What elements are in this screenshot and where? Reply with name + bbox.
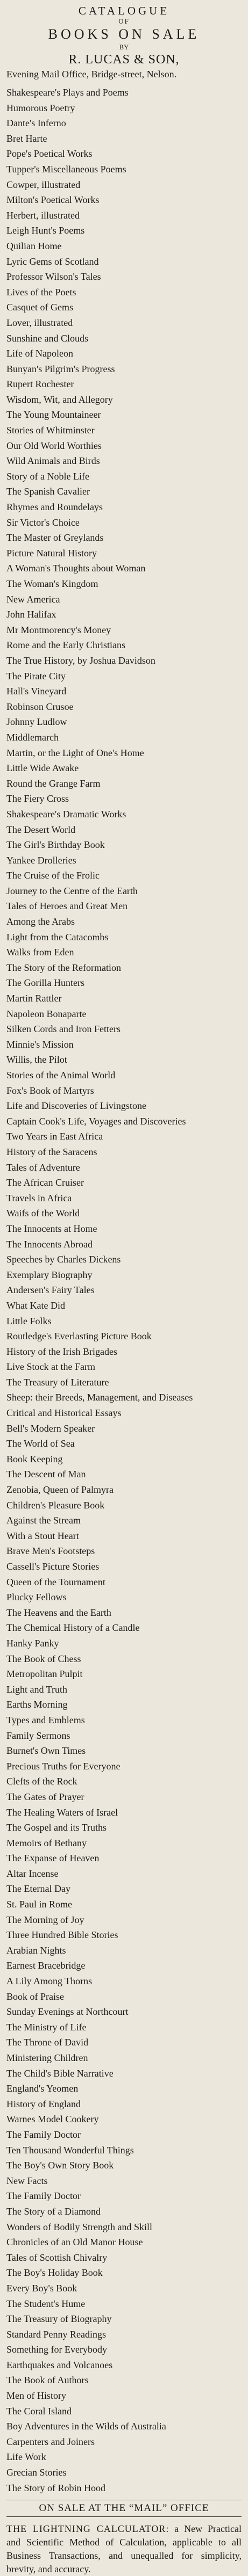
book-title: Dante's Inferno xyxy=(6,118,66,129)
book-title: Journey to the Centre of the Earth xyxy=(6,885,138,896)
book-title: Two Years in East Africa xyxy=(6,1131,103,1142)
book-title: The Throne of David xyxy=(6,2037,89,2048)
book-title: The Story of Robin Hood xyxy=(6,2482,105,2493)
book-title: Arabian Nights xyxy=(6,1944,66,1956)
book-title: The Innocents Abroad xyxy=(6,1238,93,1250)
book-title: Grecian Stories xyxy=(6,2467,67,2478)
book-title: The Gorilla Hunters xyxy=(6,977,84,989)
book-title: Precious Truths for Everyone xyxy=(6,1760,121,1772)
book-title: Lyric Gems of Scotland xyxy=(6,256,99,267)
book-title: A Woman's Thoughts about Woman xyxy=(6,563,146,574)
book-title: The Master of Greylands xyxy=(6,532,104,543)
book-title: Brave Men's Footsteps xyxy=(6,1545,95,1557)
advertisement-lead: THE LIGHTNING CALCULATOR: xyxy=(6,2523,169,2535)
book-title: Milton's Poetical Works xyxy=(6,194,100,206)
book-title: The Book of Chess xyxy=(6,1653,81,1664)
book-title: Speeches by Charles Dickens xyxy=(6,1254,121,1265)
book-title: Types and Emblems xyxy=(6,1714,85,1725)
book-title: Little Wide Awake xyxy=(6,763,79,774)
book-title: Cowper, illustrated xyxy=(6,179,81,190)
by-line: BY xyxy=(119,43,129,51)
book-title: Robinson Crusoe xyxy=(6,701,74,712)
book-title: Bunyan's Pilgrim's Progress xyxy=(6,363,115,374)
book-title: Carpenters and Joiners xyxy=(6,2436,95,2447)
book-title: Sheep: their Breeds, Management, and Diseases xyxy=(6,1392,193,1403)
book-title: The African Cruiser xyxy=(6,1177,84,1188)
book-title: Tales of Adventure xyxy=(6,1162,80,1173)
book-title: Life Work xyxy=(6,2451,46,2463)
on-sale-heading: ON SALE AT THE “MAIL” OFFICE xyxy=(39,2502,209,2514)
book-title: The Spanish Cavalier xyxy=(6,486,90,497)
book-title: England's Yeomen xyxy=(6,2083,79,2094)
calculator-advertisement xyxy=(6,2522,242,2576)
book-title: Book of Praise xyxy=(6,1991,64,2002)
book-title: The Student's Hume xyxy=(6,2298,86,2309)
book-title: Ministering Children xyxy=(6,2052,88,2063)
book-title: Every Boy's Book xyxy=(6,2282,77,2294)
book-title: The Cruise of the Frolic xyxy=(6,870,100,881)
book-title: Walks from Eden xyxy=(6,947,74,958)
book-title: Plucky Fellows xyxy=(6,1592,67,1603)
book-title: Queen of the Tournament xyxy=(6,1576,105,1587)
book-title: New Facts xyxy=(6,2175,48,2186)
book-title: John Halifax xyxy=(6,609,56,620)
book-title: The Story of the Reformation xyxy=(6,962,121,973)
book-title: Children's Pleasure Book xyxy=(6,1499,105,1511)
book-title: What Kate Did xyxy=(6,1300,65,1311)
book-title: The Treasury of Literature xyxy=(6,1376,109,1388)
book-title: Warnes Model Cookery xyxy=(6,2114,99,2125)
book-title: Exemplary Biography xyxy=(6,1269,93,1280)
book-title: Picture Natural History xyxy=(6,547,97,558)
book-title: Boy Adventures in the Wilds of Australia xyxy=(6,2421,166,2432)
book-list xyxy=(6,85,242,2495)
book-title: Sunday Evenings at Northcourt xyxy=(6,2006,129,2018)
book-title: Family Sermons xyxy=(6,1730,70,1741)
book-title: Tales of Scottish Chivalry xyxy=(6,2252,108,2263)
book-title: Andersen's Fairy Tales xyxy=(6,1285,95,1296)
book-title: The Pirate City xyxy=(6,670,66,681)
book-title: The Ministry of Life xyxy=(6,2021,87,2033)
book-title: The Young Mountaineer xyxy=(6,409,101,420)
book-title: With a Stout Heart xyxy=(6,1530,79,1541)
book-title: The Boy's Own Story Book xyxy=(6,2160,114,2171)
book-title: Our Old World Worthies xyxy=(6,440,102,451)
book-title: Herbert, illustrated xyxy=(6,209,80,221)
book-title: St. Paul in Rome xyxy=(6,1899,73,1910)
book-title: The Child's Bible Narrative xyxy=(6,2067,114,2079)
book-title: Wonders of Bodily Strength and Skill xyxy=(6,2221,153,2232)
book-title: Tupper's Miscellaneous Poems xyxy=(6,163,126,175)
book-title: Shakespeare's Dramatic Works xyxy=(6,808,126,819)
book-title: Johnny Ludlow xyxy=(6,716,67,728)
of-line: OF xyxy=(118,17,130,25)
book-title: The Treasury of Biography xyxy=(6,2313,112,2325)
firm-address: Evening Mail Office, Bridge-street, Nelson. xyxy=(6,69,177,79)
book-title: Altar Incense xyxy=(6,1868,59,1879)
book-title: The Boy's Holiday Book xyxy=(6,2267,103,2279)
book-title: The Coral Island xyxy=(6,2405,72,2417)
book-title: New America xyxy=(6,593,60,605)
book-title: Pope's Poetical Works xyxy=(6,148,93,159)
book-title: The Descent of Man xyxy=(6,1469,86,1480)
book-title: Rome and the Early Christians xyxy=(6,640,125,651)
book-title: Story of a Noble Life xyxy=(6,470,89,482)
book-title: Leigh Hunt's Poems xyxy=(6,225,85,236)
book-title: Tales of Heroes and Great Men xyxy=(6,901,128,912)
book-title: Live Stock at the Farm xyxy=(6,1361,95,1373)
book-title: Wisdom, Wit, and Allegory xyxy=(6,394,113,405)
book-title: Round the Grange Farm xyxy=(6,778,101,789)
book-title: Sunshine and Clouds xyxy=(6,332,89,344)
book-title: The World of Sea xyxy=(6,1438,75,1449)
book-title: Lover, illustrated xyxy=(6,317,73,328)
books-on-sale-title: BOOKS ON SALE xyxy=(48,26,200,42)
book-title: Rupert Rochester xyxy=(6,379,74,390)
book-title: Casquet of Gems xyxy=(6,302,73,313)
book-title: Life of Napoleon xyxy=(6,348,73,359)
book-title: The Expanse of Heaven xyxy=(6,1853,100,1864)
book-title: The True History, by Joshua Davidson xyxy=(6,655,155,666)
book-title: Sir Victor's Choice xyxy=(6,517,80,528)
firm-name: R. LUCAS & SON, xyxy=(68,53,180,67)
book-title: Bell's Modern Speaker xyxy=(6,1423,95,1434)
book-title: Silken Cords and Iron Fetters xyxy=(6,1024,121,1035)
book-title: Professor Wilson's Tales xyxy=(6,271,101,282)
book-title: Travels in Africa xyxy=(6,1192,72,1203)
book-title: Lives of the Poets xyxy=(6,286,76,297)
book-title: The Girl's Birthday Book xyxy=(6,839,105,851)
book-title: Ten Thousand Wonderful Things xyxy=(6,2144,134,2156)
book-title: The Woman's Kingdom xyxy=(6,578,98,589)
book-title: Stories of the Animal World xyxy=(6,1070,116,1080)
book-title: Fox's Book of Martyrs xyxy=(6,1085,94,1096)
book-title: Wild Animals and Birds xyxy=(6,455,100,467)
book-title: Willis, the Pilot xyxy=(6,1054,67,1065)
book-title: Napoleon Bonaparte xyxy=(6,1008,87,1019)
book-title: A Lily Among Thorns xyxy=(6,1976,93,1987)
book-title: Martin, or the Light of One's Home xyxy=(6,747,144,758)
book-title: Light and Truth xyxy=(6,1684,68,1695)
book-title: Life and Discoveries of Livingstone xyxy=(6,1100,146,1112)
book-title: Hanky Panky xyxy=(6,1637,59,1649)
book-title: The Gates of Prayer xyxy=(6,1791,84,1802)
book-title: Hall's Vineyard xyxy=(6,686,67,697)
book-title: Mr Montmorency's Money xyxy=(6,624,111,635)
book-title: Among the Arabs xyxy=(6,916,75,927)
divider-bottom xyxy=(6,2516,242,2517)
book-title: Martin Rattler xyxy=(6,993,62,1004)
book-title: The Eternal Day xyxy=(6,1883,70,1895)
catalogue-heading: CATALOGUE xyxy=(78,4,170,17)
book-title: The Story of a Diamond xyxy=(6,2205,101,2217)
book-title: Earths Morning xyxy=(6,1699,68,1710)
book-title: Cassell's Picture Stories xyxy=(6,1561,100,1572)
book-title: Quilian Home xyxy=(6,240,62,251)
book-title: The Chemical History of a Candle xyxy=(6,1622,140,1634)
book-title: The Healing Waters of Israel xyxy=(6,1806,118,1818)
book-title: The Morning of Joy xyxy=(6,1914,84,1925)
book-title: Earthquakes and Volcanoes xyxy=(6,2359,113,2370)
book-title: History of England xyxy=(6,2098,81,2109)
book-title: Minnie's Mission xyxy=(6,1039,74,1050)
book-title: Earnest Bracebridge xyxy=(6,1960,86,1971)
book-title: The Family Doctor xyxy=(6,2129,81,2140)
book-title: Shakespeare's Plays and Poems xyxy=(6,87,129,98)
book-title: Men of History xyxy=(6,2390,66,2401)
book-title: Humorous Poetry xyxy=(6,102,75,113)
book-title: Little Folks xyxy=(6,1315,52,1326)
book-title: Captain Cook's Life, Voyages and Discoveries xyxy=(6,1115,186,1127)
book-title: Routledge's Everlasting Picture Book xyxy=(6,1331,152,1342)
book-title: Standard Penny Readings xyxy=(6,2328,106,2340)
book-title: Middlemarch xyxy=(6,731,59,743)
book-title: Critical and Historical Essays xyxy=(6,1407,122,1419)
book-title: Against the Stream xyxy=(6,1515,81,1526)
book-title: Memoirs of Bethany xyxy=(6,1837,87,1848)
book-title: The Heavens and the Earth xyxy=(6,1607,111,1618)
advertisement-body: a New Practical and Scientific Method of Calculation, applicable to all Business Transactions, and unequalled for simplicity, brevity, and accuracy. xyxy=(6,2523,242,2575)
book-title: Book Keeping xyxy=(6,1453,63,1464)
book-title: Bret Harte xyxy=(6,133,47,144)
book-title: Yankee Drolleries xyxy=(6,854,76,866)
book-title: Three Hundred Bible Stories xyxy=(6,1929,118,1941)
book-title: Light from the Catacombs xyxy=(6,931,109,942)
book-title: History of the Irish Brigades xyxy=(6,1346,117,1357)
book-title: Chronicles of an Old Manor House xyxy=(6,2237,143,2248)
book-title: Waifs of the World xyxy=(6,1208,80,1219)
book-title: The Gospel and its Truths xyxy=(6,1822,107,1833)
book-title: Rhymes and Roundelays xyxy=(6,502,103,513)
book-title: Burnet's Own Times xyxy=(6,1745,86,1757)
book-title: The Desert World xyxy=(6,824,76,835)
book-title: The Fiery Cross xyxy=(6,793,69,804)
book-title: Something for Everybody xyxy=(6,2344,107,2355)
book-title: Stories of Whitminster xyxy=(6,425,95,436)
book-title: Clefts of the Rock xyxy=(6,1776,77,1787)
book-title: Zenobia, Queen of Palmyra xyxy=(6,1484,114,1496)
book-title: The Family Doctor xyxy=(6,2190,81,2202)
book-title: History of the Saracens xyxy=(6,1146,97,1157)
book-title: The Book of Authors xyxy=(6,2375,89,2386)
book-title: Metropolitan Pulpit xyxy=(6,1668,83,1680)
book-title: The Innocents at Home xyxy=(6,1223,97,1234)
